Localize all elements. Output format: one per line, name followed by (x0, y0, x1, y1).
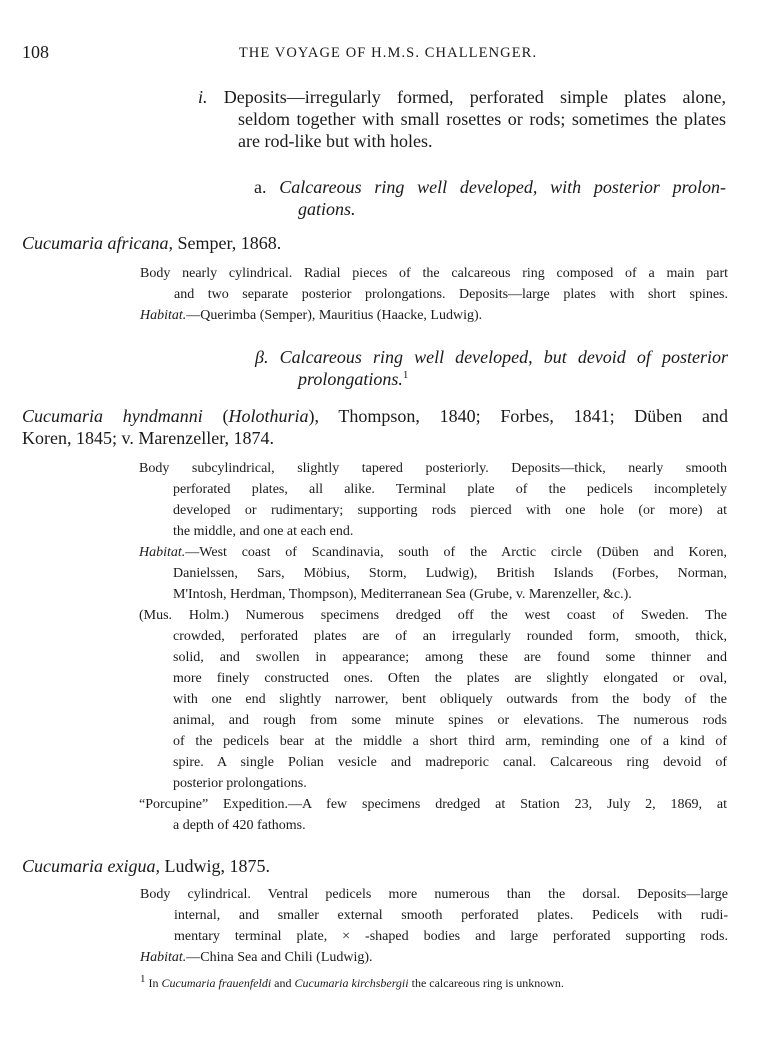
species-heading-exigua (22, 855, 270, 877)
subsection-alpha-line-1: a. Calcareous ring well developed, with posterior prolon- (254, 177, 726, 197)
section-i (198, 86, 726, 152)
species-authority: Semper, 1868. (177, 233, 282, 253)
section-i-marker: i. (198, 87, 208, 107)
species-name: exigua, (107, 856, 160, 876)
page-number: 108 (22, 42, 49, 62)
subsection-alpha-line-2: gations. (298, 199, 356, 219)
species-heading-hyndmanni: Cucumaria hyndmanni (Holothuria), Thompson, 1840; Forbes, 1841; Düben and Koren, 1845; v. Marenzeller, 1874. (22, 406, 729, 448)
africana-description: Body nearly cylindrical. Radial pieces of the calcareous ring composed of a main part and two separate posterior prolongations. Deposits—large plates with short spines. Habitat.—Querimba (Semper), Mauritius (Haacke, Ludwig). (140, 263, 728, 326)
hyndmanni-description: Body subcylindrical, slightly tapered posteriorly. Deposits—thick, nearly smooth perforated plates, all alike. Terminal plate of the pedicels incompletely developed or rudimentary; supporting rods pierced with one hole (or more) at the middle, and one at each end. Habitat.—West coast of Scandinavia, south of the Arctic circle (Düben and Koren, Danielssen, Sars, Möbius, Storm, Ludwig), British Islands (Forbes, Norman, M'Intosh, Herdman, Thompson), Mediterranean Sea (Grube, v. Marenzeller, &c.). (Mus. Holm.) Numerous specimens dredged off the west coast of Sweden. The crowded, perforated plates are of an irregularly rounded form, smooth, thick, solid, and swollen in appearance; among these are found some thinner and more finely constructed ones. Often the plates are slightly elongated or oval, with one end slightly narrower, bent obliquely outwards from the body of the animal, and rough from some minute spines or elevations. The numerous rods of the pedicels bear at the middle a short third arm, reminding one of a kind of spire. A single Polian vesicle and madreporic canal. Calcareous ring devoid of posterior prolongations. “Porcupine” Expedition.—A few specimens dredged at Station 23, July 2, 1869, at a depth of 420 fathoms. (139, 461, 727, 833)
genus-name: Cucumaria (22, 406, 103, 426)
subsection-beta-line-2: prolongations.$^1$ (298, 369, 409, 389)
species-name: africana, (107, 233, 173, 253)
species-authority: Ludwig, 1875. (164, 856, 270, 876)
subsection-beta-line-1: β. Calcareous ring well developed, but devoid of posterior (255, 347, 728, 367)
subsection-beta (255, 346, 728, 390)
genus-name: Cucumaria (22, 856, 103, 876)
subsection-beta-marker: β. (255, 347, 269, 367)
genus-name: Cucumaria (22, 233, 103, 253)
exigua-habitat: Habitat.—China Sea and Chili (Ludwig). (140, 950, 373, 965)
section-i-line-2: seldom together with small rosettes or rods; sometimes the plates (238, 109, 726, 129)
exigua-description: Body cylindrical. Ventral pedicels more numerous than the dorsal. Deposits—large internal, and smaller external smooth perforated plates. Pedicels with rudi- mentary terminal plate, × -shaped bodies and large perforated supporting rods. Habitat.—China Sea and Chili (Ludwig). (140, 884, 728, 968)
species-heading-africana (22, 232, 281, 254)
africana-habitat: Habitat.—Querimba (Semper), Mauritius (Haacke, Ludwig). (140, 308, 483, 323)
section-i-line-3: are rod-like but with holes. (238, 131, 433, 151)
subsection-alpha (254, 176, 726, 220)
footnote: $^1$ In Cucumaria frauenfeldi and Cucumaria kirchsbergii the calcareous ring is unknown. (140, 973, 564, 990)
running-title: THE VOYAGE OF H.M.S. CHALLENGER. (238, 45, 538, 61)
hyndmanni-porcupine: “Porcupine” Expedition.—A few specimens dredged at Station 23, July 2, 1869, at (139, 797, 727, 812)
synonym-genus: Holothuria (228, 406, 309, 426)
hyndmanni-specimens: (Mus. Holm.) Numerous specimens dredged off the west coast of Sweden. The (139, 608, 727, 623)
footnote-marker: 1 (140, 973, 146, 985)
species-name: hyndmanni (122, 406, 203, 426)
footnote-ref: 1 (402, 369, 409, 381)
hyndmanni-habitat: Habitat.—West coast of Scandinavia, south of the Arctic circle (Düben and Koren, (139, 545, 727, 560)
subsection-alpha-marker: a. (254, 177, 267, 197)
section-i-line-1: i. Deposits—irregularly formed, perforated simple plates alone, (198, 87, 727, 107)
